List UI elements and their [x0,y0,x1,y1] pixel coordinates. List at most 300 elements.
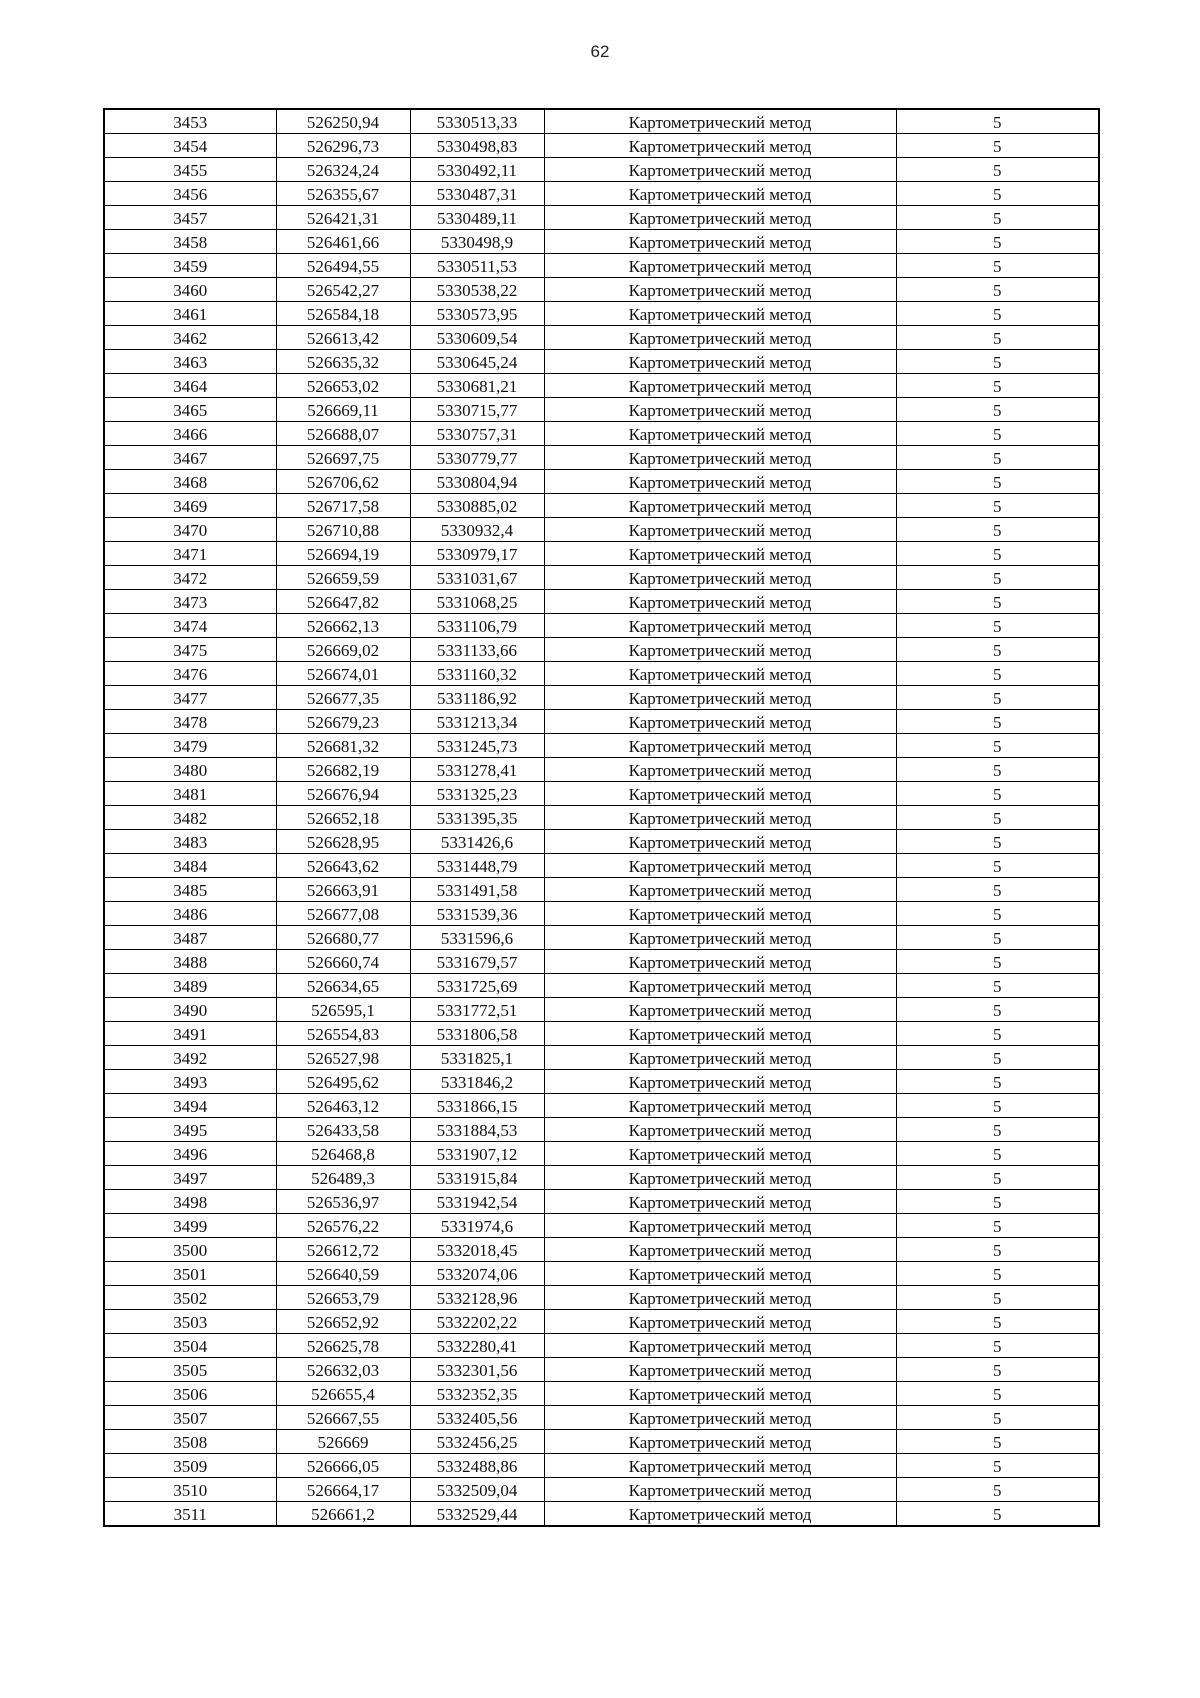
method-cell: Картометрический метод [544,254,896,278]
method-cell: Картометрический метод [544,710,896,734]
method-cell: Картометрический метод [544,950,896,974]
accuracy-cell: 5 [896,686,1099,710]
accuracy-cell: 5 [896,374,1099,398]
table-row [104,230,1099,254]
table-row [104,902,1099,926]
table-row [104,734,1099,758]
y-coordinate-cell: 5331884,53 [410,1118,544,1142]
table-row [104,806,1099,830]
y-coordinate-cell: 5330492,11 [410,158,544,182]
y-coordinate-cell: 5332405,56 [410,1406,544,1430]
accuracy-cell: 5 [896,902,1099,926]
point-number-cell: 3458 [104,230,276,254]
y-coordinate-cell: 5330681,21 [410,374,544,398]
point-number-cell: 3467 [104,446,276,470]
y-coordinate-cell: 5331160,32 [410,662,544,686]
point-number-cell: 3492 [104,1046,276,1070]
accuracy-cell: 5 [896,1118,1099,1142]
x-coordinate-cell: 526669,02 [276,638,410,662]
x-coordinate-cell: 526625,78 [276,1334,410,1358]
table-row [104,1430,1099,1454]
y-coordinate-cell: 5331245,73 [410,734,544,758]
x-coordinate-cell: 526688,07 [276,422,410,446]
method-cell: Картометрический метод [544,1022,896,1046]
y-coordinate-cell: 5330715,77 [410,398,544,422]
table-row [104,542,1099,566]
method-cell: Картометрический метод [544,1094,896,1118]
x-coordinate-cell: 526653,79 [276,1286,410,1310]
accuracy-cell: 5 [896,1310,1099,1334]
point-number-cell: 3462 [104,326,276,350]
x-coordinate-cell: 526717,58 [276,494,410,518]
y-coordinate-cell: 5331068,25 [410,590,544,614]
point-number-cell: 3510 [104,1478,276,1502]
point-number-cell: 3511 [104,1502,276,1527]
accuracy-cell: 5 [896,782,1099,806]
accuracy-cell: 5 [896,1334,1099,1358]
x-coordinate-cell: 526659,59 [276,566,410,590]
x-coordinate-cell: 526595,1 [276,998,410,1022]
point-number-cell: 3480 [104,758,276,782]
table-row [104,134,1099,158]
y-coordinate-cell: 5331907,12 [410,1142,544,1166]
accuracy-cell: 5 [896,806,1099,830]
method-cell: Картометрический метод [544,350,896,374]
y-coordinate-cell: 5331942,54 [410,1190,544,1214]
y-coordinate-cell: 5330804,94 [410,470,544,494]
accuracy-cell: 5 [896,494,1099,518]
method-cell: Картометрический метод [544,566,896,590]
x-coordinate-cell: 526468,8 [276,1142,410,1166]
table-row [104,1046,1099,1070]
table-row [104,1262,1099,1286]
x-coordinate-cell: 526433,58 [276,1118,410,1142]
method-cell: Картометрический метод [544,998,896,1022]
point-number-cell: 3488 [104,950,276,974]
method-cell: Картометрический метод [544,974,896,998]
y-coordinate-cell: 5330513,33 [410,109,544,134]
point-number-cell: 3460 [104,278,276,302]
point-number-cell: 3464 [104,374,276,398]
y-coordinate-cell: 5332488,86 [410,1454,544,1478]
point-number-cell: 3495 [104,1118,276,1142]
point-number-cell: 3453 [104,109,276,134]
x-coordinate-cell: 526664,17 [276,1478,410,1502]
table-row [104,494,1099,518]
x-coordinate-cell: 526666,05 [276,1454,410,1478]
x-coordinate-cell: 526681,32 [276,734,410,758]
accuracy-cell: 5 [896,1238,1099,1262]
point-number-cell: 3486 [104,902,276,926]
accuracy-cell: 5 [896,1070,1099,1094]
x-coordinate-cell: 526682,19 [276,758,410,782]
table-row [104,1190,1099,1214]
accuracy-cell: 5 [896,1430,1099,1454]
x-coordinate-cell: 526679,23 [276,710,410,734]
method-cell: Картометрический метод [544,926,896,950]
method-cell: Картометрический метод [544,1214,896,1238]
coordinates-table-body [104,109,1099,1526]
point-number-cell: 3490 [104,998,276,1022]
table-row [104,1406,1099,1430]
y-coordinate-cell: 5331106,79 [410,614,544,638]
y-coordinate-cell: 5331725,69 [410,974,544,998]
x-coordinate-cell: 526250,94 [276,109,410,134]
x-coordinate-cell: 526527,98 [276,1046,410,1070]
method-cell: Картометрический метод [544,1478,896,1502]
accuracy-cell: 5 [896,446,1099,470]
y-coordinate-cell: 5330573,95 [410,302,544,326]
y-coordinate-cell: 5330511,53 [410,254,544,278]
accuracy-cell: 5 [896,326,1099,350]
y-coordinate-cell: 5331395,35 [410,806,544,830]
accuracy-cell: 5 [896,638,1099,662]
x-coordinate-cell: 526677,35 [276,686,410,710]
accuracy-cell: 5 [896,470,1099,494]
table-row [104,278,1099,302]
point-number-cell: 3459 [104,254,276,278]
point-number-cell: 3481 [104,782,276,806]
y-coordinate-cell: 5331278,41 [410,758,544,782]
y-coordinate-cell: 5330538,22 [410,278,544,302]
method-cell: Картометрический метод [544,1358,896,1382]
method-cell: Картометрический метод [544,1070,896,1094]
accuracy-cell: 5 [896,518,1099,542]
y-coordinate-cell: 5331031,67 [410,566,544,590]
table-row [104,638,1099,662]
point-number-cell: 3457 [104,206,276,230]
point-number-cell: 3476 [104,662,276,686]
table-row [104,1070,1099,1094]
y-coordinate-cell: 5330979,17 [410,542,544,566]
x-coordinate-cell: 526634,65 [276,974,410,998]
accuracy-cell: 5 [896,998,1099,1022]
y-coordinate-cell: 5332128,96 [410,1286,544,1310]
table-row [104,974,1099,998]
point-number-cell: 3504 [104,1334,276,1358]
x-coordinate-cell: 526694,19 [276,542,410,566]
x-coordinate-cell: 526463,12 [276,1094,410,1118]
table-row [104,662,1099,686]
x-coordinate-cell: 526355,67 [276,182,410,206]
x-coordinate-cell: 526324,24 [276,158,410,182]
table-row [104,446,1099,470]
point-number-cell: 3474 [104,614,276,638]
point-number-cell: 3505 [104,1358,276,1382]
accuracy-cell: 5 [896,1382,1099,1406]
method-cell: Картометрический метод [544,662,896,686]
table-row [104,1358,1099,1382]
method-cell: Картометрический метод [544,734,896,758]
x-coordinate-cell: 526632,03 [276,1358,410,1382]
y-coordinate-cell: 5331806,58 [410,1022,544,1046]
point-number-cell: 3470 [104,518,276,542]
accuracy-cell: 5 [896,278,1099,302]
point-number-cell: 3468 [104,470,276,494]
method-cell: Картометрический метод [544,326,896,350]
table-row [104,1334,1099,1358]
method-cell: Картометрический метод [544,686,896,710]
point-number-cell: 3508 [104,1430,276,1454]
accuracy-cell: 5 [896,1478,1099,1502]
y-coordinate-cell: 5331866,15 [410,1094,544,1118]
accuracy-cell: 5 [896,182,1099,206]
x-coordinate-cell: 526661,2 [276,1502,410,1527]
y-coordinate-cell: 5331825,1 [410,1046,544,1070]
method-cell: Картометрический метод [544,158,896,182]
x-coordinate-cell: 526653,02 [276,374,410,398]
accuracy-cell: 5 [896,566,1099,590]
accuracy-cell: 5 [896,302,1099,326]
method-cell: Картометрический метод [544,1262,896,1286]
x-coordinate-cell: 526677,08 [276,902,410,926]
x-coordinate-cell: 526421,31 [276,206,410,230]
x-coordinate-cell: 526613,42 [276,326,410,350]
method-cell: Картометрический метод [544,182,896,206]
table-row [104,254,1099,278]
accuracy-cell: 5 [896,1046,1099,1070]
y-coordinate-cell: 5331772,51 [410,998,544,1022]
accuracy-cell: 5 [896,158,1099,182]
accuracy-cell: 5 [896,830,1099,854]
table-row [104,950,1099,974]
point-number-cell: 3503 [104,1310,276,1334]
point-number-cell: 3484 [104,854,276,878]
x-coordinate-cell: 526669 [276,1430,410,1454]
accuracy-cell: 5 [896,1142,1099,1166]
x-coordinate-cell: 526612,72 [276,1238,410,1262]
point-number-cell: 3465 [104,398,276,422]
method-cell: Картометрический метод [544,134,896,158]
x-coordinate-cell: 526660,74 [276,950,410,974]
accuracy-cell: 5 [896,398,1099,422]
method-cell: Картометрический метод [544,278,896,302]
method-cell: Картометрический метод [544,902,896,926]
point-number-cell: 3501 [104,1262,276,1286]
point-number-cell: 3461 [104,302,276,326]
point-number-cell: 3482 [104,806,276,830]
table-row [104,566,1099,590]
method-cell: Картометрический метод [544,806,896,830]
y-coordinate-cell: 5330932,4 [410,518,544,542]
y-coordinate-cell: 5331213,34 [410,710,544,734]
accuracy-cell: 5 [896,1454,1099,1478]
point-number-cell: 3485 [104,878,276,902]
point-number-cell: 3489 [104,974,276,998]
method-cell: Картометрический метод [544,302,896,326]
point-number-cell: 3477 [104,686,276,710]
accuracy-cell: 5 [896,1214,1099,1238]
x-coordinate-cell: 526652,92 [276,1310,410,1334]
method-cell: Картометрический метод [544,1454,896,1478]
point-number-cell: 3499 [104,1214,276,1238]
accuracy-cell: 5 [896,1358,1099,1382]
method-cell: Картометрический метод [544,590,896,614]
accuracy-cell: 5 [896,710,1099,734]
coordinates-table [103,108,1100,1527]
y-coordinate-cell: 5330779,77 [410,446,544,470]
method-cell: Картометрический метод [544,854,896,878]
table-row [104,758,1099,782]
x-coordinate-cell: 526584,18 [276,302,410,326]
table-row [104,1286,1099,1310]
x-coordinate-cell: 526663,91 [276,878,410,902]
y-coordinate-cell: 5331915,84 [410,1166,544,1190]
point-number-cell: 3469 [104,494,276,518]
table-row [104,1166,1099,1190]
method-cell: Картометрический метод [544,1142,896,1166]
y-coordinate-cell: 5332280,41 [410,1334,544,1358]
x-coordinate-cell: 526674,01 [276,662,410,686]
table-row [104,350,1099,374]
method-cell: Картометрический метод [544,1286,896,1310]
method-cell: Картометрический метод [544,1118,896,1142]
point-number-cell: 3487 [104,926,276,950]
accuracy-cell: 5 [896,734,1099,758]
accuracy-cell: 5 [896,350,1099,374]
point-number-cell: 3483 [104,830,276,854]
y-coordinate-cell: 5331491,58 [410,878,544,902]
method-cell: Картометрический метод [544,494,896,518]
accuracy-cell: 5 [896,854,1099,878]
y-coordinate-cell: 5330609,54 [410,326,544,350]
accuracy-cell: 5 [896,974,1099,998]
method-cell: Картометрический метод [544,374,896,398]
accuracy-cell: 5 [896,1166,1099,1190]
accuracy-cell: 5 [896,1094,1099,1118]
method-cell: Картометрический метод [544,206,896,230]
table-row [104,1142,1099,1166]
x-coordinate-cell: 526296,73 [276,134,410,158]
table-row [104,1022,1099,1046]
x-coordinate-cell: 526628,95 [276,830,410,854]
table-row [104,1118,1099,1142]
accuracy-cell: 5 [896,1502,1099,1527]
accuracy-cell: 5 [896,926,1099,950]
method-cell: Картометрический метод [544,109,896,134]
table-row [104,710,1099,734]
table-row [104,1382,1099,1406]
accuracy-cell: 5 [896,1286,1099,1310]
point-number-cell: 3500 [104,1238,276,1262]
x-coordinate-cell: 526643,62 [276,854,410,878]
x-coordinate-cell: 526536,97 [276,1190,410,1214]
y-coordinate-cell: 5330489,11 [410,206,544,230]
y-coordinate-cell: 5332509,04 [410,1478,544,1502]
table-row [104,1454,1099,1478]
x-coordinate-cell: 526655,4 [276,1382,410,1406]
x-coordinate-cell: 526542,27 [276,278,410,302]
table-row [104,470,1099,494]
point-number-cell: 3475 [104,638,276,662]
y-coordinate-cell: 5330885,02 [410,494,544,518]
method-cell: Картометрический метод [544,1502,896,1527]
method-cell: Картометрический метод [544,446,896,470]
method-cell: Картометрический метод [544,1238,896,1262]
x-coordinate-cell: 526669,11 [276,398,410,422]
y-coordinate-cell: 5332456,25 [410,1430,544,1454]
point-number-cell: 3491 [104,1022,276,1046]
accuracy-cell: 5 [896,614,1099,638]
accuracy-cell: 5 [896,206,1099,230]
method-cell: Картометрический метод [544,830,896,854]
y-coordinate-cell: 5331596,6 [410,926,544,950]
method-cell: Картометрический метод [544,758,896,782]
point-number-cell: 3456 [104,182,276,206]
table-row [104,1310,1099,1334]
table-row [104,1238,1099,1262]
method-cell: Картометрический метод [544,422,896,446]
point-number-cell: 3472 [104,566,276,590]
y-coordinate-cell: 5330498,9 [410,230,544,254]
table-row [104,326,1099,350]
point-number-cell: 3471 [104,542,276,566]
point-number-cell: 3463 [104,350,276,374]
y-coordinate-cell: 5331133,66 [410,638,544,662]
method-cell: Картометрический метод [544,1406,896,1430]
point-number-cell: 3493 [104,1070,276,1094]
method-cell: Картометрический метод [544,878,896,902]
method-cell: Картометрический метод [544,1334,896,1358]
table-row [104,302,1099,326]
x-coordinate-cell: 526576,22 [276,1214,410,1238]
y-coordinate-cell: 5330757,31 [410,422,544,446]
x-coordinate-cell: 526652,18 [276,806,410,830]
table-row [104,182,1099,206]
table-row [104,109,1099,134]
table-row [104,1214,1099,1238]
table-row [104,158,1099,182]
accuracy-cell: 5 [896,1022,1099,1046]
x-coordinate-cell: 526640,59 [276,1262,410,1286]
accuracy-cell: 5 [896,662,1099,686]
table-row [104,590,1099,614]
table-row [104,398,1099,422]
point-number-cell: 3494 [104,1094,276,1118]
x-coordinate-cell: 526710,88 [276,518,410,542]
table-row [104,614,1099,638]
table-row [104,830,1099,854]
point-number-cell: 3509 [104,1454,276,1478]
accuracy-cell: 5 [896,758,1099,782]
point-number-cell: 3466 [104,422,276,446]
table-row [104,926,1099,950]
method-cell: Картометрический метод [544,638,896,662]
accuracy-cell: 5 [896,230,1099,254]
method-cell: Картометрический метод [544,1190,896,1214]
method-cell: Картометрический метод [544,1166,896,1190]
y-coordinate-cell: 5331679,57 [410,950,544,974]
table-row [104,422,1099,446]
method-cell: Картометрический метод [544,1310,896,1334]
x-coordinate-cell: 526495,62 [276,1070,410,1094]
point-number-cell: 3454 [104,134,276,158]
y-coordinate-cell: 5332018,45 [410,1238,544,1262]
accuracy-cell: 5 [896,878,1099,902]
method-cell: Картометрический метод [544,614,896,638]
table-row [104,518,1099,542]
x-coordinate-cell: 526706,62 [276,470,410,494]
point-number-cell: 3498 [104,1190,276,1214]
point-number-cell: 3496 [104,1142,276,1166]
y-coordinate-cell: 5331974,6 [410,1214,544,1238]
method-cell: Картометрический метод [544,542,896,566]
x-coordinate-cell: 526554,83 [276,1022,410,1046]
table-row [104,1502,1099,1527]
accuracy-cell: 5 [896,254,1099,278]
accuracy-cell: 5 [896,1406,1099,1430]
point-number-cell: 3455 [104,158,276,182]
